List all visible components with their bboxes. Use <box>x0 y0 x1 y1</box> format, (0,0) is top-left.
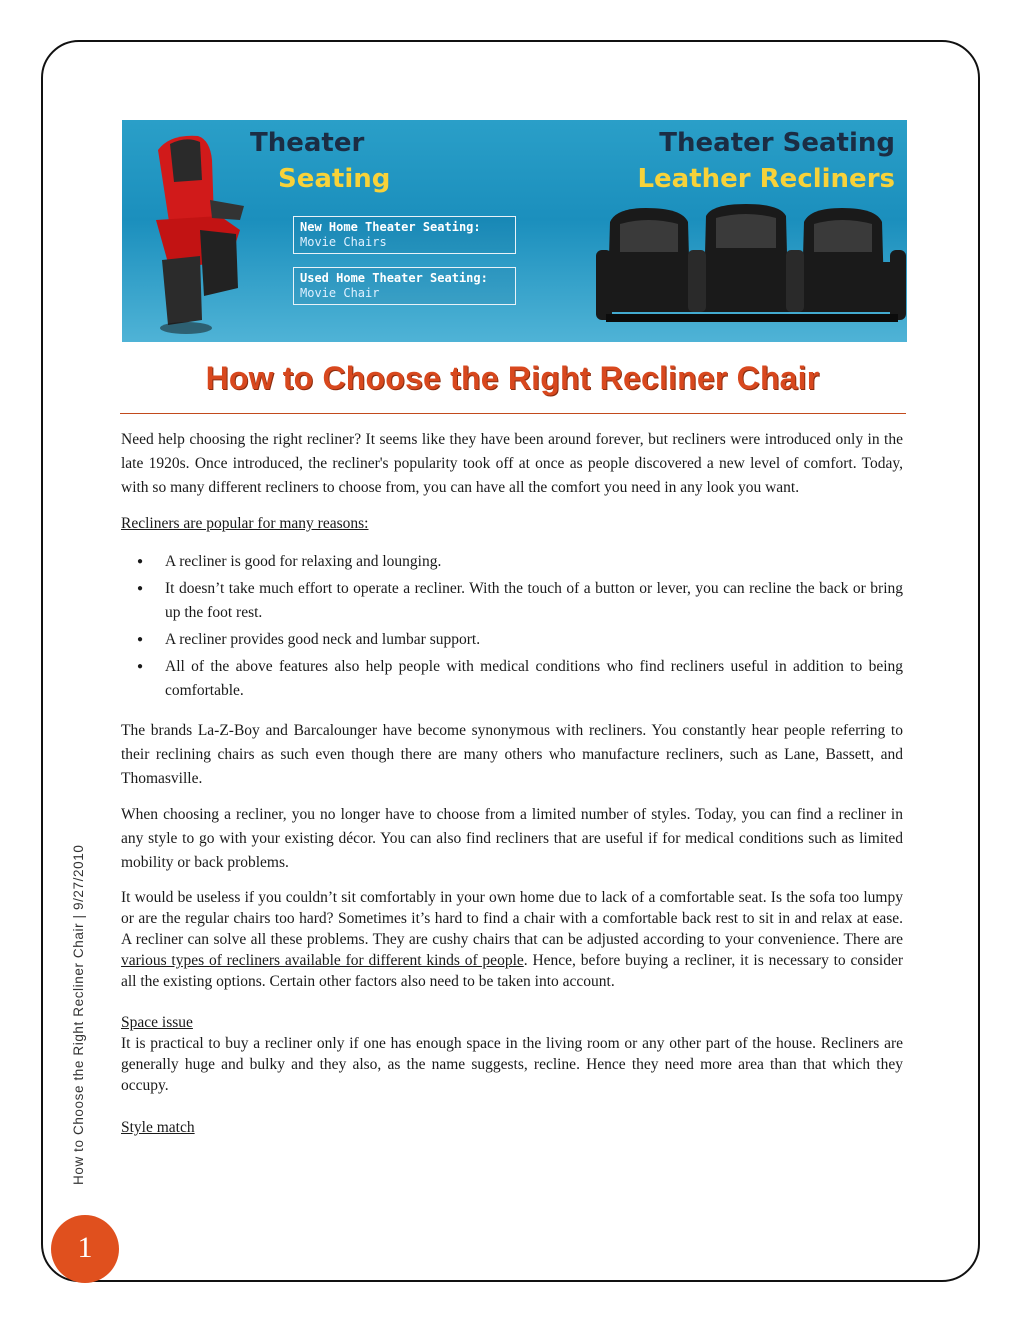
brands-paragraph: The brands La-Z-Boy and Barcalounger have become synonymous with recliners. You constantly hear people referring to their reclining chairs as such even though there are many others who manufacture recliners, such as Lane, Bassett, and Thomasville. <box>121 722 903 787</box>
intro-paragraph: Need help choosing the right recliner? It seems like they have been around forever, but recliners were introduced only in the late 1920s. Once introduced, the recliner's popularity took off at once as people discovered a new level of comfort. Today, with so many different recliners to choose from, you can have all the comfort you need in any look you want. <box>121 431 903 496</box>
banner-heading-seating: Seating <box>278 164 391 194</box>
new-seating-link[interactable] <box>293 216 516 254</box>
styles-paragraph: When choosing a recliner, you no longer have to choose from a limited number of styles. Today, you can find a recliner in any style to go with your existing décor. You can also find recliners that are useful if for medical conditions such as limited mobility or back problems. <box>121 806 903 871</box>
article-title: How to Choose the Right Recliner Chair <box>205 360 820 396</box>
used-seating-link-title: Used Home Theater Seating: <box>300 271 488 285</box>
comfort-text-start: It would be useless if you couldn’t sit comfortably in your own home due to lack of a comfortable seat. Is the sofa too lumpy or are the regular chairs too hard? Sometimes it’s hard to find a chair with a comfortable back rest to sit in and relax at ease. A recliner can solve all these problems. They are cushy chairs that can be adjusted according to your convenience. There are <box>121 889 903 948</box>
comfort-text-end: . Hence, before buying a recliner, it is necessary to consider all the existing options. Certain other factors also need to be taken into account. <box>121 952 903 990</box>
style-heading: Style match <box>121 1119 195 1136</box>
page-number-badge: 1 <box>51 1215 119 1283</box>
reasons-heading: Recliners are popular for many reasons: <box>121 515 369 532</box>
leather-recliners-image <box>596 202 906 332</box>
article-body <box>121 428 903 1152</box>
list-item: ● All of the above features also help people with medical conditions who find recliners useful in addition to being comfortable. <box>165 655 903 703</box>
title-divider <box>120 413 906 414</box>
space-paragraph: It is practical to buy a recliner only if one has enough space in the living room or any other part of the house. Recliners are generally huge and bulky and they also, as the name suggests, recline. Hence they need more area than that which they occupy. <box>121 1035 903 1094</box>
space-heading: Space issue <box>121 1014 193 1031</box>
red-theater-chair-image <box>140 120 250 342</box>
used-seating-link[interactable] <box>293 267 516 305</box>
sidebar-doc-title: How to Choose the Right Recliner Chair | 9/27/2010 <box>71 844 86 1185</box>
list-item: ● A recliner is good for relaxing and lounging. <box>165 550 903 574</box>
new-seating-link-title: New Home Theater Seating: <box>300 220 481 234</box>
list-item: ● It doesn’t take much effort to operate a recliner. With the touch of a button or lever, you can recline the back or bring up the foot rest. <box>165 577 903 625</box>
theater-seating-banner[interactable] <box>122 120 907 342</box>
banner-heading-theater-seating: Theater Seating <box>659 128 895 158</box>
banner-heading-theater: Theater <box>250 128 365 158</box>
used-seating-link-sub: Movie Chair <box>300 286 380 300</box>
reasons-list <box>121 550 903 703</box>
banner-heading-leather-recliners: Leather Recliners <box>637 164 895 194</box>
list-item: ● A recliner provides good neck and lumbar support. <box>165 628 903 652</box>
new-seating-link-sub: Movie Chairs <box>300 235 387 249</box>
recliner-types-link[interactable]: various types of recliners available for different kinds of people <box>121 952 524 969</box>
comfort-paragraph <box>121 887 903 992</box>
